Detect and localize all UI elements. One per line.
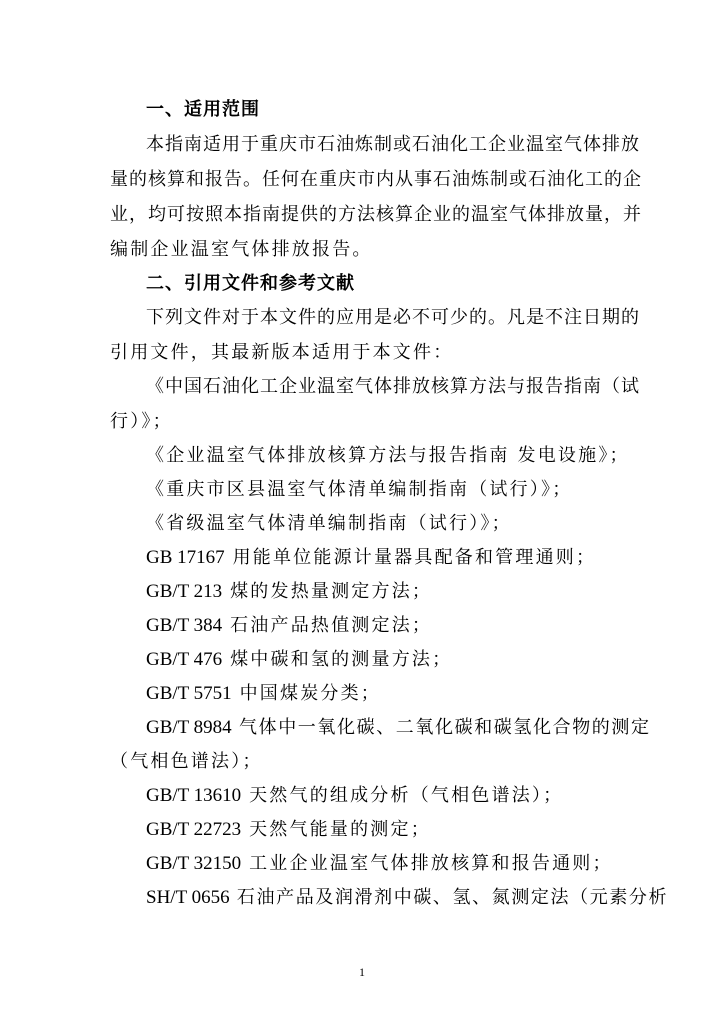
section-2-heading: 二、引用文件和参考文献 [146,273,355,294]
standard-title: 工业企业温室气体排放核算和报告通则； [241,853,613,874]
standard-code: GB/T 8984 [146,717,232,738]
section-1-line: 量的核算和报告。任何在重庆市内从事石油炼制或石油化工的企 [110,169,642,190]
standard-code: GB 17167 [146,547,225,568]
reference-item [146,682,635,706]
standard-code: SH/T 0656 [146,887,230,908]
standard-title: 中国煤炭分类； [231,683,382,704]
page-number: 1 [359,965,365,979]
standard-code: GB/T 5751 [146,683,232,704]
standard-title: 气体中一氧化碳、二氧化碳和碳氢化合物的测定 [231,717,651,738]
reference-item [146,546,635,570]
standard-code: GB/T 384 [146,615,223,636]
section-1-line: 业，均可按照本指南提供的方法核算企业的温室气体排放量，并 [110,204,642,225]
standard-title: 煤中碳和氢的测量方法； [222,649,453,670]
reference-item [146,852,635,876]
reference-item [146,784,635,808]
standard-title: 石油产品及润滑剂中碳、氢、氮测定法（元素分析 [229,887,669,908]
section-1-line: 本指南适用于重庆市石油炼制或石油化工企业温室气体排放 [146,134,640,155]
standard-title: 石油产品热值测定法； [222,615,433,636]
section-2-intro-line: 下列文件对于本文件的应用是必不可少的。凡是不注日期的 [146,307,640,328]
reference-item: 《省级温室气体清单编制指南（试行）》； [146,513,512,534]
standard-title: 天然气的组成分析（气相色谱法）； [241,785,564,806]
reference-item: 《中国石油化工企业温室气体排放核算方法与报告指南（试 [146,376,640,397]
standard-code: GB/T 213 [146,581,223,602]
standard-code: GB/T 13610 [146,785,242,806]
reference-item [146,648,635,672]
reference-item [146,580,635,604]
standard-title: 天然气能量的测定； [241,819,431,840]
standard-code: GB/T 32150 [146,853,242,874]
standard-code: GB/T 22723 [146,819,242,840]
reference-item [146,614,635,638]
section-1-line: 编制企业温室气体排放报告。 [110,239,373,260]
standard-title: 煤的发热量测定方法； [222,581,433,602]
section-2-intro-line: 引用文件，其最新版本适用于本文件： [110,342,454,363]
section-1-heading: 一、适用范围 [146,99,260,120]
reference-item-continuation: 行）》； [110,411,173,432]
reference-item [146,886,669,910]
standard-code: GB/T 476 [146,649,223,670]
reference-item-continuation: （气相色谱法）； [110,751,263,772]
reference-item: 《重庆市区县温室气体清单编制指南（试行）》； [146,479,573,500]
reference-item [146,716,651,740]
reference-item: 《企业温室气体排放核算方法与报告指南 发电设施》； [146,445,630,466]
reference-item [146,818,635,842]
standard-title: 用能单位能源计量器具配备和管理通则； [224,547,597,568]
